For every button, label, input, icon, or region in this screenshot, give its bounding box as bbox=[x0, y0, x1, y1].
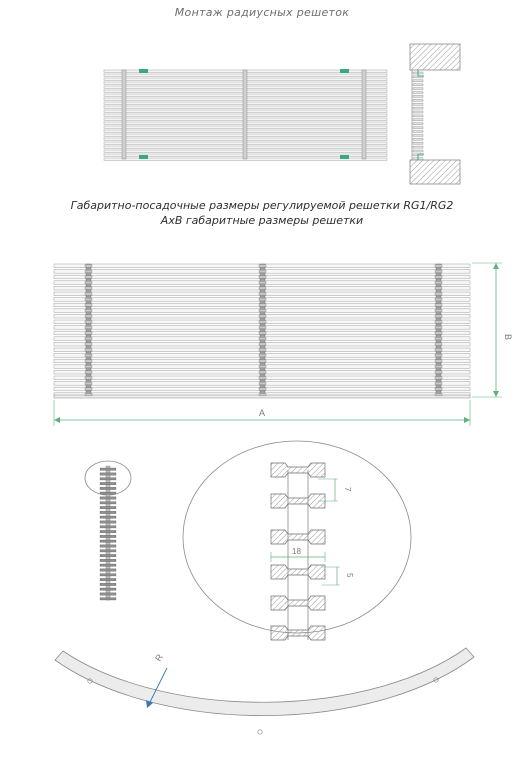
bar-joint bbox=[435, 371, 442, 374]
bar-joint bbox=[259, 309, 266, 312]
bar-joint bbox=[435, 293, 442, 296]
chain-tick bbox=[100, 593, 116, 595]
bar-joint bbox=[85, 343, 92, 346]
side-slat bbox=[413, 95, 423, 97]
chain-tick bbox=[100, 550, 116, 552]
side-slat bbox=[413, 99, 423, 101]
detail-profile bbox=[271, 494, 325, 508]
side-slat bbox=[413, 142, 423, 144]
bar-joint bbox=[435, 377, 442, 380]
radius-arc bbox=[55, 648, 474, 734]
bar-joint bbox=[259, 371, 266, 374]
bar-joint bbox=[85, 332, 92, 335]
bar-joint bbox=[435, 337, 442, 340]
chain-tick bbox=[100, 569, 116, 571]
bar-joint bbox=[435, 393, 442, 396]
bar-joint bbox=[85, 321, 92, 324]
bar-joint bbox=[259, 276, 266, 279]
chain-tick bbox=[100, 559, 116, 561]
side-slat bbox=[413, 103, 423, 105]
bar-joint bbox=[259, 287, 266, 290]
side-slat bbox=[413, 150, 423, 152]
mounting-title: Монтаж радиусных решеток bbox=[174, 6, 350, 19]
bar-joint bbox=[435, 360, 442, 363]
bar-joint bbox=[85, 270, 92, 273]
bar-joint bbox=[435, 276, 442, 279]
mounting-clip-top-right bbox=[340, 69, 349, 73]
bar-joint bbox=[435, 365, 442, 368]
bar-joint bbox=[435, 304, 442, 307]
bar-joint bbox=[435, 298, 442, 301]
radius-label: R bbox=[153, 652, 165, 663]
bar-joint bbox=[85, 287, 92, 290]
side-slat bbox=[413, 127, 423, 129]
bar-joint bbox=[85, 371, 92, 374]
mounting-clip-bottom-left bbox=[139, 155, 148, 159]
bar-joint bbox=[85, 276, 92, 279]
side-slat bbox=[413, 131, 423, 133]
mounting-clip-top-left bbox=[139, 69, 148, 73]
side-slat bbox=[413, 119, 423, 121]
chain-tick bbox=[100, 588, 116, 590]
chain-tick bbox=[100, 583, 116, 585]
bar-joint bbox=[435, 265, 442, 268]
bar-joint bbox=[85, 326, 92, 329]
chain-tick bbox=[100, 497, 116, 499]
chain-profile bbox=[85, 461, 131, 600]
chain-tick bbox=[100, 516, 116, 518]
bar-joint bbox=[435, 287, 442, 290]
bar-joint bbox=[435, 388, 442, 391]
side-slat bbox=[413, 88, 423, 90]
radius-grille-arc bbox=[55, 648, 474, 716]
bar-joint bbox=[259, 315, 266, 318]
chain-tick bbox=[100, 478, 116, 480]
chain-tick bbox=[100, 545, 116, 547]
chain-tick bbox=[100, 598, 116, 600]
side-section-view bbox=[410, 44, 460, 184]
bar-joint bbox=[435, 281, 442, 284]
bar-joint bbox=[435, 354, 442, 357]
chain-tick bbox=[100, 521, 116, 523]
bar-joint bbox=[259, 354, 266, 357]
mount-hole-center bbox=[258, 730, 262, 734]
bar-joint bbox=[85, 315, 92, 318]
chain-tick bbox=[100, 540, 116, 542]
detail-view bbox=[183, 441, 411, 640]
chain-tick bbox=[100, 574, 116, 576]
bar-joint bbox=[85, 365, 92, 368]
bar-joint bbox=[259, 270, 266, 273]
ab-dimensions-note: АхВ габаритные размеры решетки bbox=[160, 214, 364, 227]
bar-joint bbox=[259, 326, 266, 329]
side-slat bbox=[413, 123, 423, 125]
bar-joint bbox=[435, 309, 442, 312]
chain-tick bbox=[100, 554, 116, 556]
bar-joint bbox=[435, 326, 442, 329]
bar-joint bbox=[259, 304, 266, 307]
bar-joint bbox=[435, 332, 442, 335]
detail-profile bbox=[271, 565, 325, 579]
chain-tick bbox=[100, 506, 116, 508]
bar-joint bbox=[259, 377, 266, 380]
side-slat bbox=[413, 146, 423, 148]
bar-joint bbox=[259, 321, 266, 324]
chain-tick bbox=[100, 468, 116, 470]
dimension-a-label: A bbox=[259, 408, 266, 418]
bar-joint bbox=[85, 293, 92, 296]
chain-tick bbox=[100, 487, 116, 489]
bar-joint bbox=[259, 365, 266, 368]
bar-joint bbox=[259, 360, 266, 363]
bar-joint bbox=[259, 337, 266, 340]
bar-joint bbox=[435, 315, 442, 318]
bar-joint bbox=[85, 360, 92, 363]
dimension-18-label: 18 bbox=[292, 547, 301, 556]
bar-joint bbox=[85, 265, 92, 268]
detail-profile bbox=[271, 463, 325, 477]
chain-tick bbox=[100, 502, 116, 504]
chain-tick bbox=[100, 482, 116, 484]
side-slat bbox=[413, 138, 423, 140]
bar-joint bbox=[85, 298, 92, 301]
bar-joint bbox=[259, 349, 266, 352]
mounting-grille bbox=[104, 69, 387, 160]
bar-joint bbox=[259, 265, 266, 268]
bar-joint bbox=[259, 332, 266, 335]
bar-joint bbox=[85, 337, 92, 340]
bar-joint bbox=[259, 343, 266, 346]
chain-tick bbox=[100, 578, 116, 580]
bar-joint bbox=[435, 270, 442, 273]
bar-joint bbox=[85, 281, 92, 284]
mounting-grille-middle-bar bbox=[243, 70, 247, 159]
chain-tick bbox=[100, 526, 116, 528]
chain-tick bbox=[100, 535, 116, 537]
chain-tick bbox=[100, 473, 116, 475]
bar-joint bbox=[435, 321, 442, 324]
side-section-slats bbox=[413, 72, 423, 160]
bar-joint bbox=[85, 388, 92, 391]
dimension-5-label: 5 bbox=[345, 573, 354, 578]
bar-joint bbox=[435, 382, 442, 385]
side-slat bbox=[413, 80, 423, 82]
bar-joint bbox=[259, 281, 266, 284]
bar-joint bbox=[435, 349, 442, 352]
wall-bottom-section bbox=[410, 160, 460, 184]
chain-tick bbox=[100, 530, 116, 532]
side-slat bbox=[413, 92, 423, 94]
dimension-b-label: B bbox=[503, 334, 513, 341]
side-slat bbox=[413, 111, 423, 113]
bar-joint bbox=[259, 293, 266, 296]
bar-joint bbox=[85, 393, 92, 396]
bar-joint bbox=[259, 393, 266, 396]
bar-joint bbox=[85, 377, 92, 380]
side-slat bbox=[413, 84, 423, 86]
wall-top-section bbox=[410, 44, 460, 70]
mounting-grille-right-bar bbox=[362, 70, 366, 159]
detail-profile bbox=[271, 530, 325, 544]
mounting-grille-left-bar bbox=[122, 70, 126, 159]
bar-joint bbox=[259, 298, 266, 301]
chain-tick bbox=[100, 564, 116, 566]
side-slat bbox=[413, 115, 423, 117]
dimensions-title: Габаритно-посадочные размеры регулируемой решетки RG1/RG2 bbox=[70, 199, 454, 212]
chain-tick bbox=[100, 511, 116, 513]
bar-joint bbox=[435, 343, 442, 346]
detail-profile bbox=[271, 626, 325, 640]
dimension-7-label: 7 bbox=[343, 487, 352, 492]
mounting-clip-bottom-right bbox=[340, 155, 349, 159]
side-slat bbox=[413, 107, 423, 109]
bar-joint bbox=[85, 354, 92, 357]
detail-profile bbox=[271, 596, 325, 610]
bar-joint bbox=[259, 382, 266, 385]
large-grille bbox=[54, 263, 513, 426]
bar-joint bbox=[85, 309, 92, 312]
bar-joint bbox=[85, 349, 92, 352]
bar-joint bbox=[85, 382, 92, 385]
side-slat bbox=[413, 134, 423, 136]
chain-tick bbox=[100, 492, 116, 494]
bar-joint bbox=[259, 388, 266, 391]
bar-joint bbox=[85, 304, 92, 307]
